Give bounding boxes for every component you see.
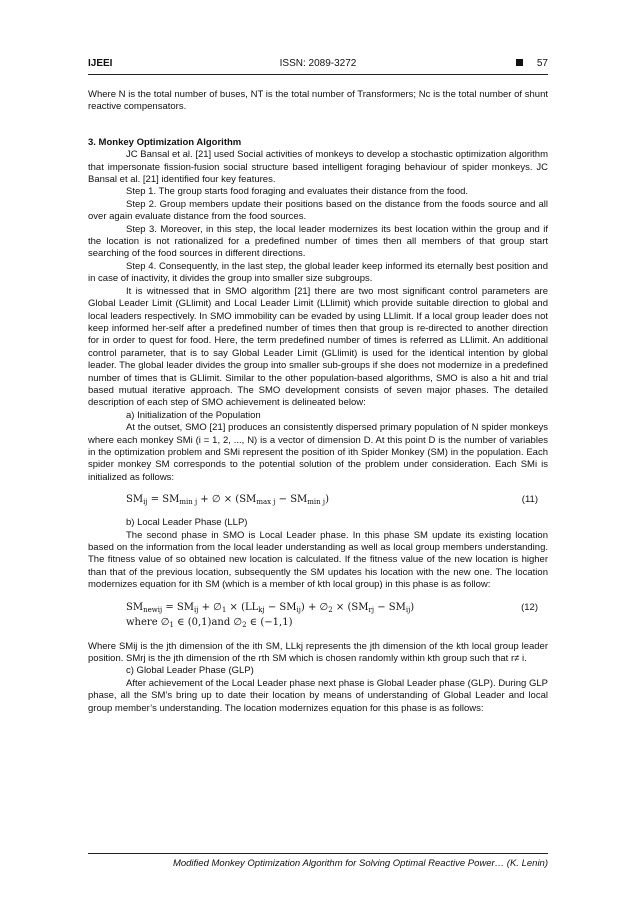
equation-12-number: (12) (521, 601, 538, 613)
page-number-group (516, 57, 548, 71)
subheading-global-leader: c) Global Leader Phase (GLP) (126, 665, 254, 677)
equation-12 (88, 600, 548, 632)
step-1: Step 1. The group starts food foraging and evaluates their distance from the food. (126, 186, 469, 198)
section-heading: 3. Monkey Optimization Algorithm (88, 136, 242, 148)
equation-12-expression: $SM_{newij} = SM_{ij}$ + $\emptyset_1 \times (LL_{kj} - SM_{ij})$ + $\emptyset_2 \times (SM_{rj} - SM_{ij})$ (126, 601, 415, 614)
paragraph-initialization: At the outset, SMO [21] produces an consistently dispersed primary population of N spider monkeys where each monkey SMi (i = 1, 2, ..., N) is a vector of dimension D. At this point D is the number of variables in the optimization problem and SMi represent the position of ith Spider Monkey (SM) in the population. Each spider monkey SM corresponds to the potential solution of the problem under consideration. Each SMi is initialized as follows: (88, 422, 548, 483)
paragraph-global-leader: After achievement of the Local Leader phase next phase is Global Leader phase (GLP). During GLP phase, all the SM’s bring up to date their location by means of understanding of Global Leader and local group member’s understanding. The location modernizes equation for this phase is as follows: (88, 677, 548, 714)
paragraph-intro: JC Bansal et al. [21] used Social activities of monkeys to develop a stochastic optimization algorithm that impersonate fission-fusion social structure based intelligent foraging behaviour of spider monkeys. JC Bansal et al. [21] identified four key features. (88, 149, 548, 186)
paragraph-notation: Where N is the total number of buses, NT is the total number of Transformers; Nc is the total number of shunt reactive compensators. (88, 89, 548, 113)
journal-name: IJEEI (88, 58, 113, 69)
subheading-initialization: a) Initialization of the Population (126, 409, 261, 421)
equation-11 (88, 492, 548, 508)
step-3: Step 3. Moreover, in this step, the local leader modernizes its best location within the group and if the location is not rationalized for a predefined number of times then all members of that group start searching of the food sources in different directions. (88, 223, 548, 260)
paragraph-local-leader: The second phase in SMO is Local Leader phase. In this phase SM update its existing location based on the information from the local leader understanding as well as local group members understanding. The fitness value of so obtained new location is calculated. If the fitness value of the new location is higher than that of the previous location, subsequently the SM updates his location with the new one. The location modernizes equation for ith SM (which is a member of kth local group) in this phase is as follow: (88, 529, 548, 591)
paragraph-definitions: Where SMij is the jth dimension of the ith SM, LLkj represents the jth dimension of the kth local group leader position. SMrj is the jth dimension of the rth SM which is chosen randomly within kth group such that r≠ i. (88, 640, 548, 665)
running-header (88, 57, 548, 71)
equation-11-expression: $SM_{ij} = SM_{min j}$ + ∅ × $(SM_{max j} - SM_{min j})$ (126, 494, 329, 507)
step-2: Step 2. Group members update their positions based on the distance from the foods source and all over again evaluate distance from the food sources. (88, 198, 548, 223)
footer-rule (88, 853, 548, 854)
step-4: Step 4. Consequently, in the last step, the global leader keep informed its eternally best position and in case of inactivity, it divides the group into smaller size subgroups. (88, 260, 548, 285)
running-footer: Modified Monkey Optimization Algorithm for Solving Optimal Reactive Power… (K. Lenin) (172, 858, 548, 869)
equation-11-number: (11) (521, 494, 538, 506)
paragraph-control-parameters: It is witnessed that in SMO algorithm [21] there are two most significant control parameters are Global Leader Limit (GLlimit) and Local Leader Limit (LLlimit) which provide suitable direction to global and local leaders respectively. In SMO immobility can be evaded by using LLlimit. If a local group leader does not keep informed her-self after a predefined number of times then that group is re-directed to another direction for in order to quest for food. Here, the term predefined number of times is referred as LLlimit. An additional control parameter, that is to say Global Leader Limit (GLlimit) is used for the identical intention by global leader. The global leader divides the group into smaller sub-groups if she does not modernize in a predefined number of times that is GLlimit. Similar to the other population-based algorithms, SMO is also a hit and trial based mutual iterative approach. The SMO development consists of seven major phases. The detailed description of each step of SMO achievement is delineated below: (88, 285, 548, 409)
page-number: 57 (536, 58, 548, 69)
header-rule (88, 74, 548, 75)
equation-12-conditions: where $\emptyset_1$ ∈ (0,1)and $\emptyset_2$ ∈ (−1,1) (126, 616, 293, 629)
subheading-local-leader: b) Local Leader Phase (LLP) (126, 517, 248, 529)
square-bullet-icon (516, 59, 523, 66)
body-text (88, 89, 548, 715)
issn: ISSN: 2089-3272 (279, 58, 357, 69)
